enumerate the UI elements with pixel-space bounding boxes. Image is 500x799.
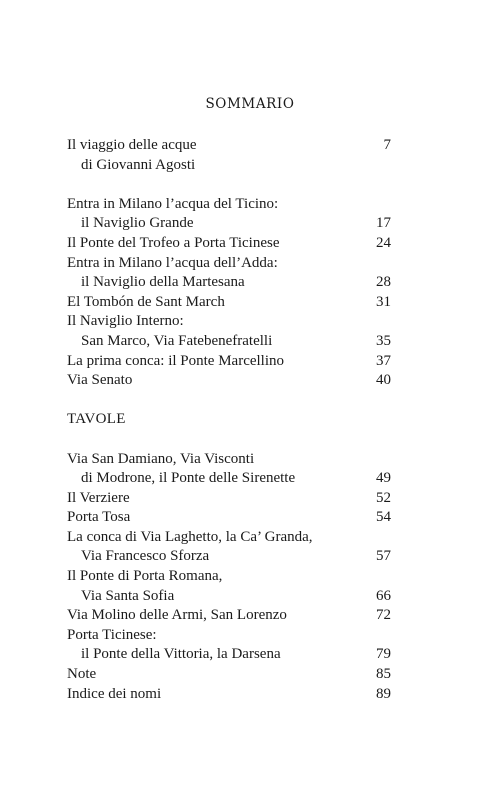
toc-entry-text: Via San Damiano, Via Visconti: [67, 450, 255, 467]
toc-entry: [67, 312, 391, 332]
toc-entry-text: di Giovanni Agosti: [81, 156, 196, 173]
toc-entry: [67, 606, 391, 626]
table-of-contents: [67, 136, 391, 704]
toc-entry-page-number: 17: [376, 215, 391, 232]
toc-entry: [67, 352, 391, 372]
toc-entry-page-number: 57: [376, 548, 391, 565]
toc-entry-text: il Naviglio della Martesana: [81, 274, 245, 291]
toc-entry: [67, 136, 391, 156]
toc-entry-page-number: 85: [376, 666, 391, 683]
toc-entry-page-number: 35: [376, 332, 391, 349]
toc-entry: [67, 273, 391, 293]
toc-entry-page-number: 52: [376, 489, 391, 506]
toc-entry-page-number: 37: [376, 352, 391, 369]
toc-entry: [67, 626, 391, 646]
toc-entry: [67, 489, 391, 509]
toc-entry: [67, 214, 391, 234]
toc-entry-text: Indice dei nomi: [67, 685, 162, 702]
toc-entry-text: Porta Tosa: [67, 509, 131, 526]
toc-entry-text: San Marco, Via Fatebenefratelli: [81, 332, 273, 349]
toc-entry: [67, 234, 391, 254]
toc-entry-text: il Ponte della Vittoria, la Darsena: [81, 646, 281, 663]
toc-entry: [67, 645, 391, 665]
toc-entry: [67, 665, 391, 685]
toc-entry-text: Note: [67, 666, 97, 683]
toc-entry-page-number: 28: [376, 274, 391, 291]
toc-entry-page-number: 79: [376, 646, 391, 663]
toc-entry-text: il Naviglio Grande: [81, 215, 194, 232]
toc-entry-text: Porta Ticinese:: [67, 626, 157, 643]
toc-entry-text: Il viaggio delle acque: [67, 137, 197, 153]
toc-group-chapters: [67, 195, 391, 391]
toc-entry: [67, 254, 391, 274]
toc-entry-text: Il Ponte di Porta Romana,: [67, 568, 223, 585]
toc-entry: [67, 508, 391, 528]
toc-group-intro: [67, 136, 391, 175]
toc-entry-text: Via Santa Sofia: [81, 587, 175, 604]
toc-entry: [67, 450, 391, 470]
toc-group-tavole: [67, 450, 391, 705]
toc-entry-page-number: 66: [376, 587, 391, 604]
section-title-tavole: TAVOLE: [67, 411, 126, 428]
toc-entry: [67, 528, 391, 548]
toc-entry-page-number: 40: [376, 372, 391, 389]
toc-entry-text: Il Ponte del Trofeo a Porta Ticinese: [67, 234, 280, 251]
toc-entry: [67, 371, 391, 391]
toc-entry-text: di Modrone, il Ponte delle Sirenette: [81, 470, 296, 487]
toc-entry: [67, 567, 391, 587]
toc-entry-text: Il Naviglio Interno:: [67, 313, 184, 330]
toc-entry-text: Via Molino delle Armi, San Lorenzo: [67, 607, 287, 624]
page-title: SOMMARIO: [205, 96, 295, 112]
toc-entry-page-number: 72: [376, 607, 391, 624]
toc-entry: [67, 587, 391, 607]
toc-entry: [67, 195, 391, 215]
toc-entry: [67, 685, 391, 705]
toc-entry-text: Via Francesco Sforza: [81, 548, 210, 565]
toc-entry-page-number: 31: [376, 293, 391, 310]
toc-entry: [67, 156, 391, 176]
toc-entry-text: Via Senato: [67, 372, 133, 389]
toc-entry: [67, 293, 391, 313]
toc-entry: [67, 547, 391, 567]
toc-entry-page-number: 54: [376, 509, 391, 526]
toc-entry-text: Entra in Milano l’acqua dell’Adda:: [67, 254, 278, 271]
toc-entry-text: Entra in Milano l’acqua del Ticino:: [67, 195, 279, 212]
toc-entry: [67, 332, 391, 352]
toc-entry-page-number: 7: [383, 137, 391, 153]
toc-entry: [67, 469, 391, 489]
toc-entry-text: El Tombón de Sant March: [67, 293, 225, 310]
toc-entry-text: La prima conca: il Ponte Marcellino: [67, 352, 285, 369]
toc-entry-text: Il Verziere: [67, 489, 130, 506]
toc-entry-page-number: 49: [376, 470, 391, 487]
toc-entry-page-number: 89: [376, 685, 391, 702]
toc-entry-page-number: 24: [376, 234, 391, 251]
toc-entry-text: La conca di Via Laghetto, la Ca’ Granda,: [67, 528, 313, 545]
